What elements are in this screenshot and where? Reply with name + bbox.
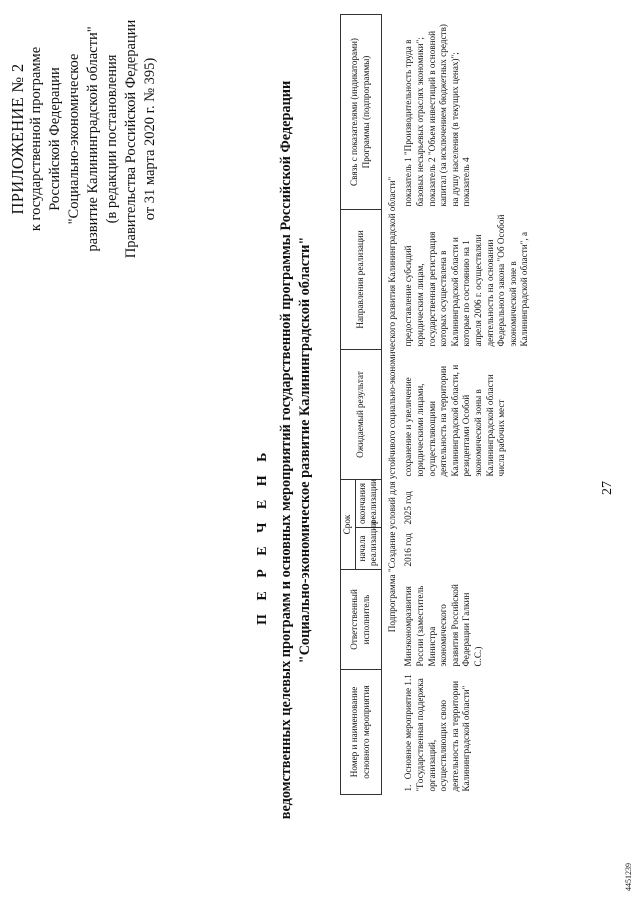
document-subtitle — [277, 35, 315, 865]
subprogram-row — [381, 15, 402, 795]
subtitle-line: "Социально-экономическое развитие Калининградской области" — [297, 236, 313, 664]
cell-executor: Минэкономразвития России (заместитель Министра экономического развития Российской Федерации Галкин С.С.) — [403, 584, 483, 667]
appendix-line: (в редакции постановления — [104, 54, 120, 224]
header-indicators: Связь с показателями (индикаторами) Программы (подпрограммы) — [341, 15, 382, 210]
header-period: Срок — [341, 480, 356, 570]
footer-code: 4451239 — [624, 863, 633, 891]
header-directions: Направления реализации — [341, 210, 382, 350]
appendix-line: "Социально-экономическое — [66, 53, 82, 225]
cell-indicators: показатель 1 "Производительность труда в базовых несырьевых отраслях экономики"; показатель 2 "Объем инвестиций в основной капитал (за исключением бюджетных средств) на душу населения (в текущих ценах)"; показатель 4 — [403, 24, 472, 207]
cell-result: сохранение и увеличение юридическими лицами, осуществляющими деятельность на территории Калининградской области, и резидентами Особой экономической зоны в Калининградской области числа рабочих мест — [403, 364, 507, 477]
row-name: Основное мероприятие 1.1 "Государственная поддержка организаций, осуществляющих свою деятельность на территории Калининградской области" — [403, 674, 472, 792]
document-title: П Е Р Е Ч Е Н Ь — [255, 447, 270, 625]
appendix-line: развитие Калининградской области" — [85, 26, 101, 252]
header-end: окончания реализации — [355, 480, 381, 528]
page-number: 27 — [600, 481, 615, 495]
subprogram-title: Подпрограмма "Создание условий для устойчивого социально-экономического развития Калининградской области" — [386, 176, 397, 633]
appendix-line: от 31 марта 2020 г. № 395) — [142, 57, 158, 221]
header-start: начала реализации — [355, 528, 381, 570]
cell-end: 2025 год — [403, 491, 414, 525]
header-number-name: Номер и наименование основного мероприятия — [341, 670, 382, 795]
header-executor: Ответственный исполнитель — [341, 570, 382, 670]
cell-directions: предоставление субсидий юридическим лицам, государственная регистрация которых осуществлена в Калининградской области и которые по состоянию на 1 апреля 2006 г. осуществляли деятельность на основании Федерального закона "Об Особой экономической зоне в Калининградской области", а — [403, 214, 530, 347]
subtitle-line: ведомственных целевых программ и основных мероприятий государственной программы Российской Федерации — [278, 80, 294, 820]
appendix-line: Российской Федерации — [47, 67, 63, 211]
appendix-line: Правительства Российской Федерации — [123, 19, 139, 259]
appendix-block — [8, 19, 160, 259]
table-row — [402, 15, 532, 795]
row-number: 1. — [403, 784, 414, 792]
header-result: Ожидаемый результат — [341, 350, 382, 480]
cell-number-name — [402, 670, 532, 795]
cell-start: 2016 год — [403, 533, 414, 567]
table-header-row — [341, 15, 356, 795]
appendix-line: к государственной программе — [28, 46, 44, 232]
measures-table — [340, 14, 532, 795]
appendix-title: ПРИЛОЖЕНИЕ № 2 — [8, 63, 27, 215]
